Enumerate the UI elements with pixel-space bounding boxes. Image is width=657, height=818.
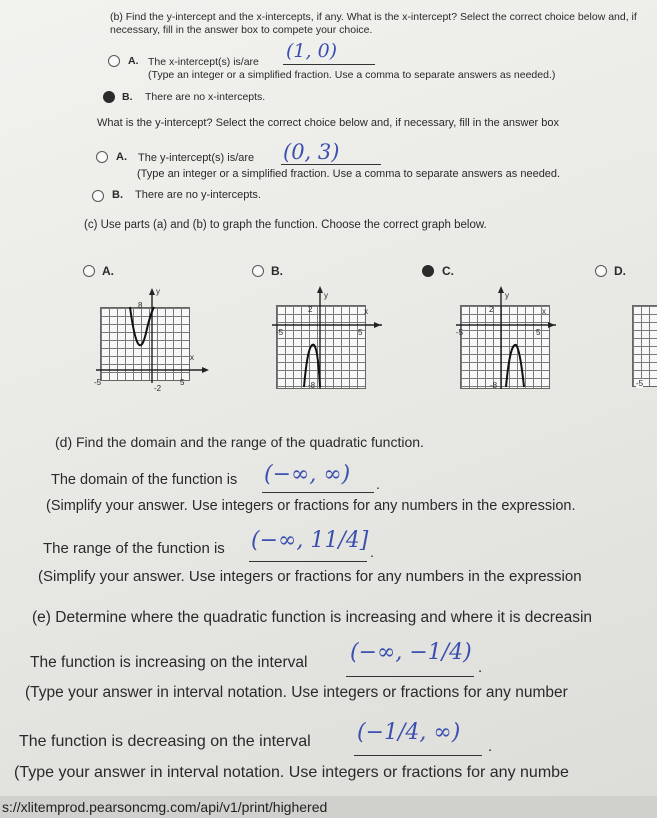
graph-choice-d-radio[interactable] — [595, 265, 607, 277]
graph-b-x-label: x — [364, 307, 368, 316]
range-underline — [249, 561, 367, 562]
x-option-a-text: The x-intercept(s) is/are — [148, 56, 259, 68]
range-period: . — [370, 544, 374, 560]
graph-choice-b-label: B. — [271, 264, 283, 278]
increasing-period: . — [478, 659, 483, 676]
graph-a-x-left: -5 — [94, 378, 102, 387]
y-intercept-option-a-radio[interactable] — [96, 151, 108, 163]
graph-c-x-label: x — [542, 307, 546, 316]
graph-c-axes — [446, 285, 566, 395]
range-text: The range of the function is — [43, 540, 225, 557]
x-option-a-hint: (Type an integer or a simplified fraction. Use a comma to separate answers as needed.) — [148, 69, 556, 81]
x-intercept-answer[interactable]: (1, 0) — [286, 40, 338, 62]
domain-period: . — [376, 476, 380, 492]
graph-a-x-mark: -2 — [154, 384, 162, 393]
decreasing-period: . — [488, 738, 493, 755]
decreasing-text: The function is decreasing on the interval — [19, 733, 311, 750]
increasing-text: The function is increasing on the interval — [30, 654, 308, 671]
part-c-question: (c) Use parts (a) and (b) to graph the function. Choose the correct graph below. — [84, 219, 487, 231]
graph-a[interactable] — [92, 285, 212, 395]
domain-underline — [262, 492, 374, 493]
x-intercept-option-b-radio[interactable] — [103, 91, 115, 103]
part-e-question: (e) Determine where the quadratic function is increasing and where it is decreasin — [32, 609, 593, 626]
graph-choice-a-radio[interactable] — [83, 265, 95, 277]
graph-b[interactable] — [262, 285, 382, 395]
y-option-b-label: B. — [112, 189, 123, 201]
y-intercept-option-b-radio[interactable] — [92, 190, 104, 202]
url-bar — [0, 796, 657, 818]
increasing-hint: (Type your answer in interval notation. Use integers or fractions for any number — [25, 684, 568, 701]
y-answer-underline — [281, 164, 381, 165]
graph-c-y-top: 2 — [489, 305, 494, 314]
x-answer-underline — [283, 64, 375, 65]
graph-b-axes — [262, 285, 382, 395]
graph-b-x-right: 5 — [358, 328, 363, 337]
graph-c[interactable] — [446, 285, 566, 395]
range-hint: (Simplify your answer. Use integers or fractions for any numbers in the expression — [38, 568, 582, 585]
graph-a-y-top: 8 — [138, 301, 143, 310]
part-b-question-cont: necessary, fill in the answer box to compete your choice. — [110, 24, 373, 36]
graph-a-axes — [92, 285, 212, 395]
domain-hint: (Simplify your answer. Use integers or fractions for any numbers in the expression. — [46, 498, 576, 514]
part-d-question: (d) Find the domain and the range of the quadratic function. — [55, 434, 424, 450]
decreasing-underline — [354, 755, 482, 756]
decreasing-hint: (Type your answer in interval notation. Use integers or fractions for any numbe — [14, 764, 569, 781]
increasing-answer[interactable]: (−∞, −1/4) — [350, 640, 472, 665]
graph-a-y-label: y — [156, 287, 160, 296]
range-answer[interactable]: (−∞, 11/4] — [251, 528, 369, 553]
y-option-a-hint: (Type an integer or a simplified fraction. Use a comma to separate answers as needed. — [137, 168, 561, 180]
domain-text: The domain of the function is — [51, 472, 238, 488]
y-intercept-question: What is the y-intercept? Select the correct choice below and, if necessary, fill in the answer box — [97, 117, 560, 129]
graph-a-x-label: x — [190, 353, 194, 362]
x-option-b-text: There are no x-intercepts. — [145, 91, 266, 103]
y-option-b-text: There are no y-intercepts. — [135, 189, 261, 201]
graph-a-x-right: 5 — [180, 378, 185, 387]
graph-c-x-left: -5 — [456, 328, 464, 337]
graph-choice-c-radio[interactable] — [422, 265, 434, 277]
part-b-question: (b) Find the y-intercept and the x-intercepts, if any. What is the x-intercept? Select the correct choice below and, if — [110, 11, 637, 23]
graph-c-y-bottom: -8 — [490, 381, 498, 390]
domain-answer[interactable]: (−∞, ∞) — [264, 462, 351, 487]
y-option-a-label: A. — [116, 151, 127, 163]
graph-b-y-label: y — [324, 291, 328, 300]
x-intercept-option-a-radio[interactable] — [108, 55, 120, 67]
graph-choice-c-label: C. — [442, 264, 454, 278]
graph-choice-b-radio[interactable] — [252, 265, 264, 277]
graph-c-x-right: 5 — [536, 328, 541, 337]
footer-url[interactable]: s://xlitemprod.pearsoncmg.com/api/v1/print/highered — [2, 799, 328, 815]
graph-b-y-bottom: -8 — [308, 381, 316, 390]
graph-d[interactable] — [628, 305, 657, 395]
graph-choice-d-label: D. — [614, 264, 626, 278]
graph-d-grid — [632, 305, 657, 387]
graph-b-x-left: -5 — [276, 328, 284, 337]
x-option-a-label: A. — [128, 55, 139, 67]
graph-d-x-left: -5 — [636, 379, 644, 388]
decreasing-answer[interactable]: (−1/4, ∞) — [357, 720, 461, 745]
y-option-a-text: The y-intercept(s) is/are — [138, 152, 255, 164]
x-option-b-label: B. — [122, 91, 133, 103]
graph-choice-a-label: A. — [102, 264, 114, 278]
graph-b-y-top: 2 — [308, 305, 313, 314]
increasing-underline — [346, 676, 474, 677]
graph-c-y-label: y — [505, 291, 509, 300]
y-intercept-answer[interactable]: (0, 3) — [283, 140, 340, 164]
